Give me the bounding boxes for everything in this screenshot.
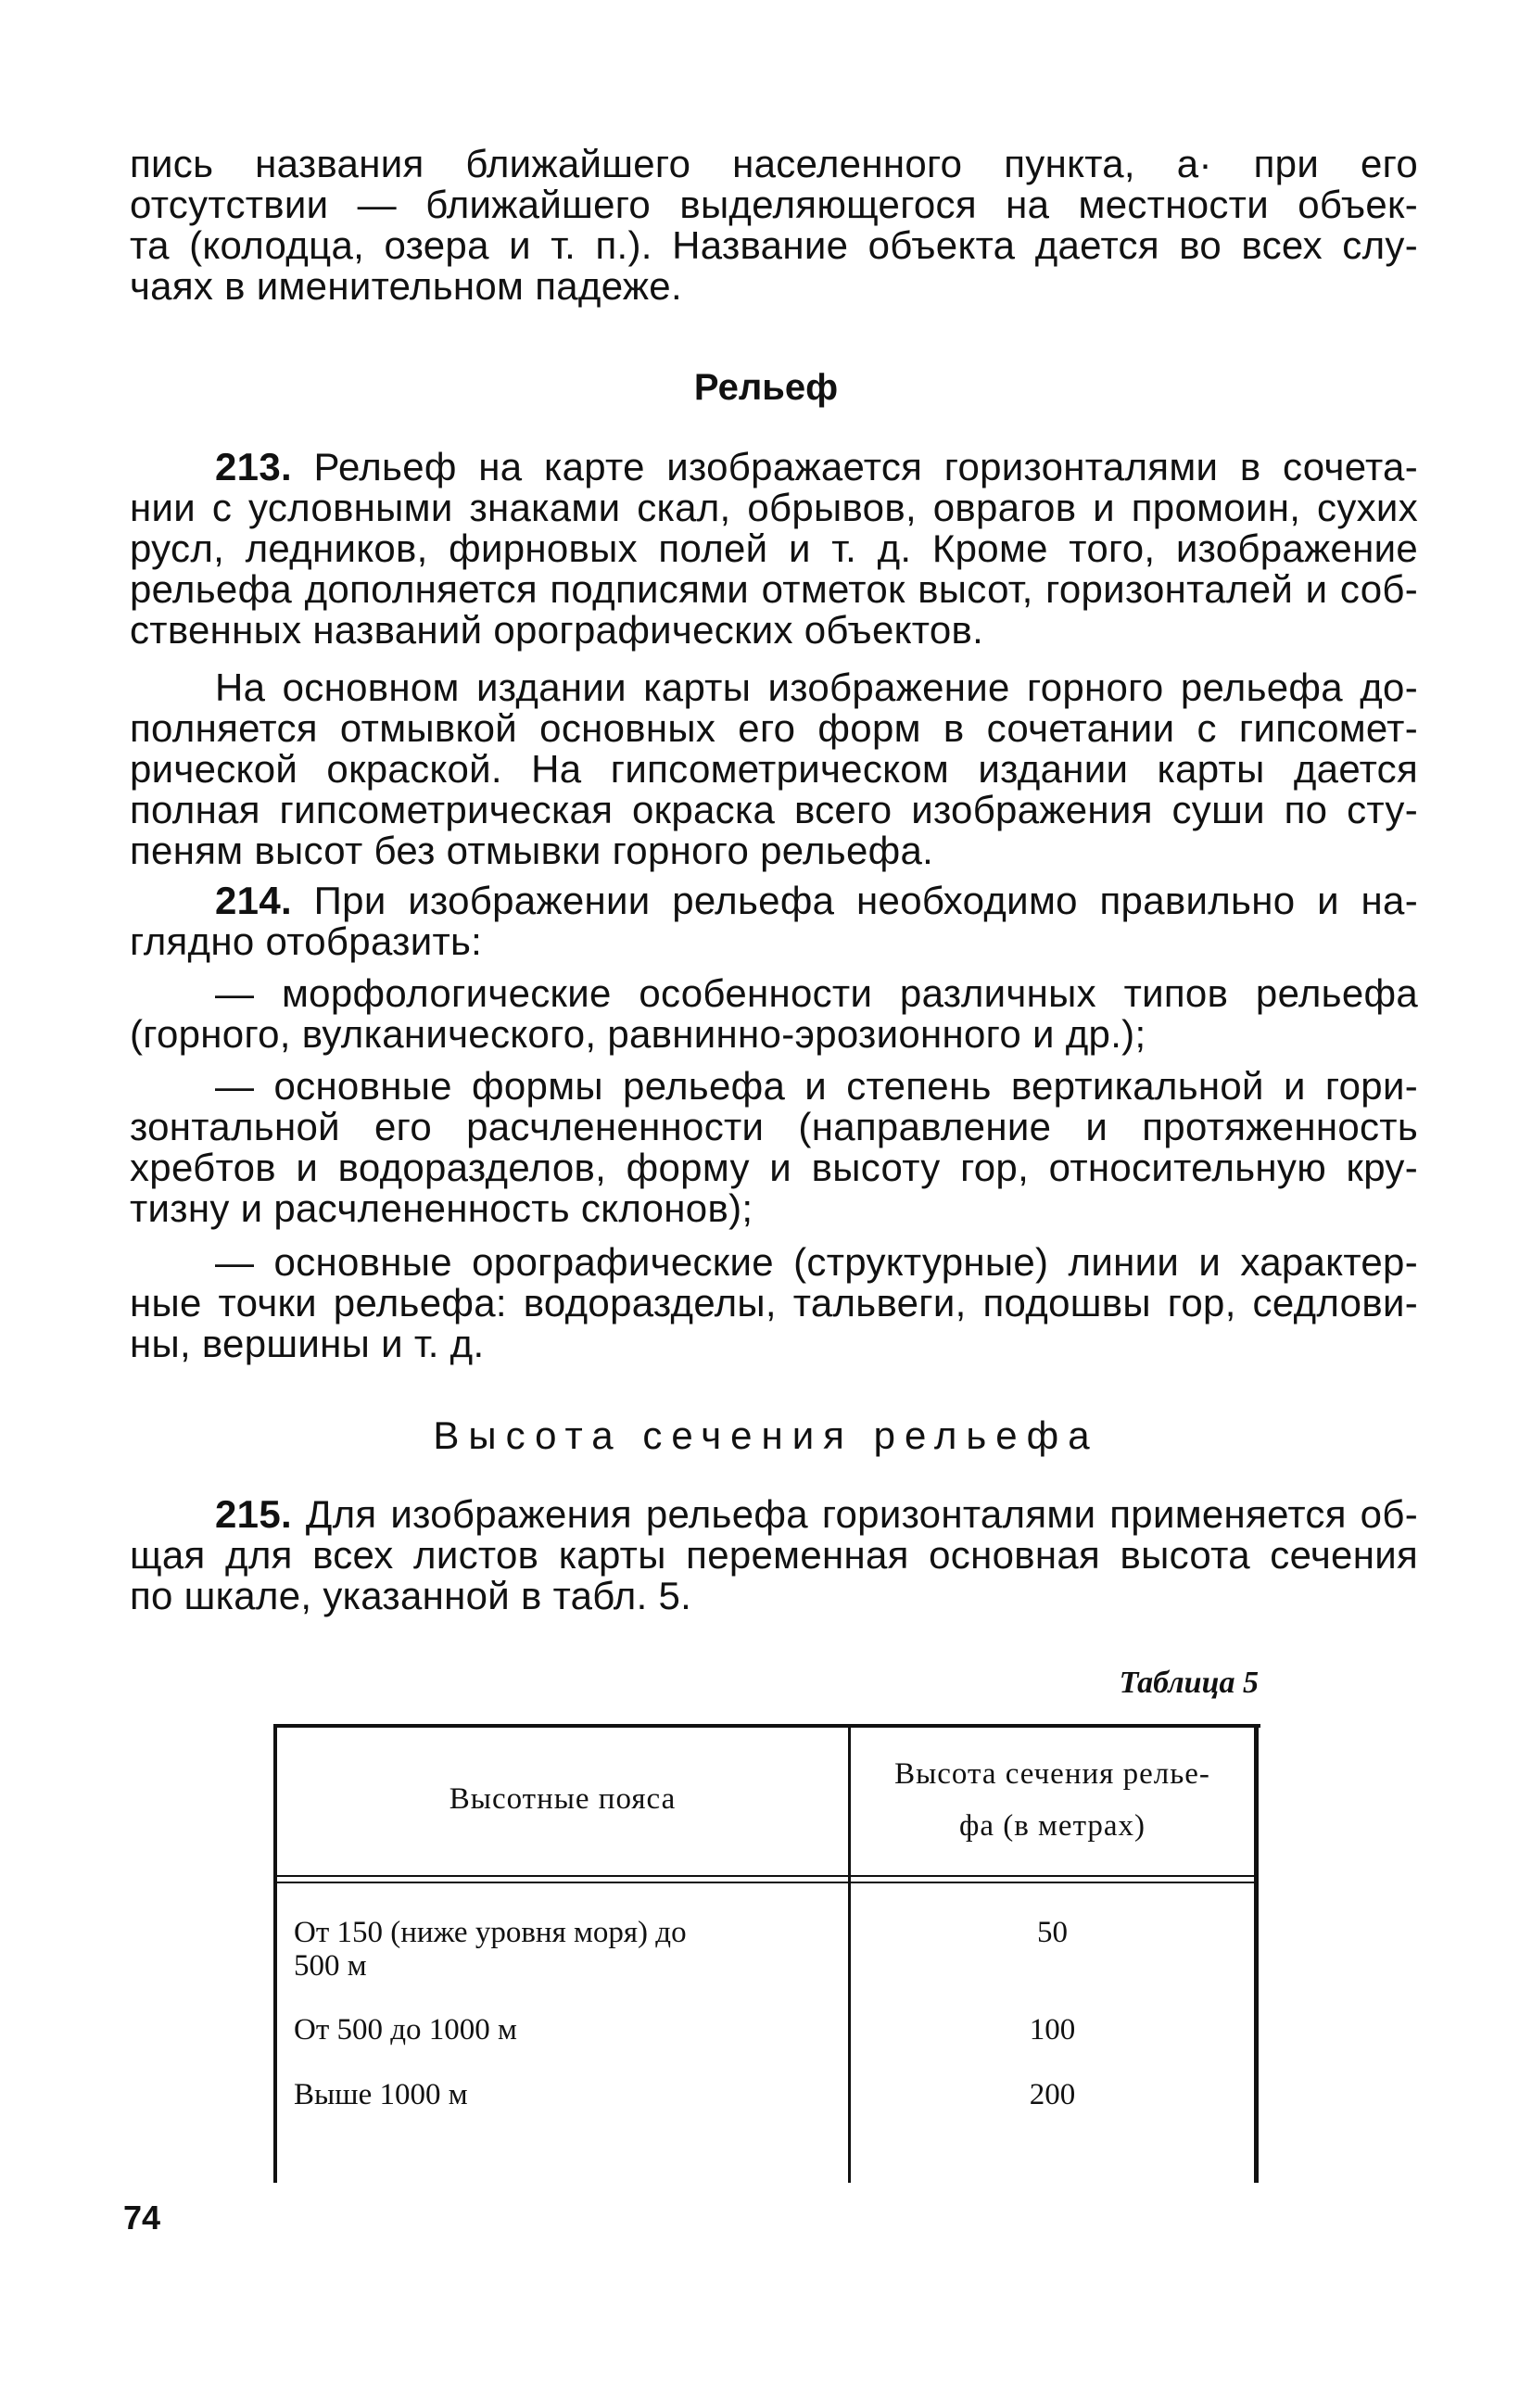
table-border-right <box>1254 1724 1259 2183</box>
list-item-orographic-lines <box>130 1242 1418 1364</box>
text-line: ственных названий орографических объектов. <box>130 608 984 652</box>
table-cell-interval: 100 <box>1029 2013 1076 2047</box>
text-line: — основные формы рельефа и степень вертикальной и гори- <box>215 1064 1418 1108</box>
table-cell-zone <box>294 1916 836 1983</box>
text-line: На основном издании карты изображение горного рельефа до- <box>215 665 1418 709</box>
text-line: зонтальной его расчлененности (направление и протяженность <box>130 1105 1418 1148</box>
header-line: Высота сечения релье- <box>894 1756 1210 1791</box>
table-header-altitude-zones: Высотные пояса <box>449 1782 677 1816</box>
text-line: глядно отобразить: <box>130 919 483 963</box>
text-line: ные точки рельефа: водоразделы, тальвеги, подошвы гор, седлови- <box>130 1281 1418 1324</box>
table-cell-interval: 200 <box>1029 2078 1076 2111</box>
table-cell-interval: 50 <box>1037 1916 1068 1949</box>
header-line: фа (в метрах) <box>958 1808 1146 1843</box>
text-line: русл, ледников, фирновых полей и т. д. Кроме того, изображение <box>130 526 1418 570</box>
section-heading-relief: Рельеф <box>693 367 839 408</box>
text-line: (горного, вулканического, равнинно-эрозионного и др.); <box>130 1012 1146 1056</box>
text-line: полная гипсометрическая окраска всего изображения суши по сту- <box>130 788 1418 831</box>
paragraph-215 <box>130 1494 1418 1616</box>
paragraph-number: 214. <box>215 879 292 922</box>
text-line: — основные орографические (структурные) линии и характер- <box>215 1240 1418 1284</box>
text-line: чаях в именительном падеже. <box>130 264 682 308</box>
paragraph-213-continued <box>130 667 1418 871</box>
page-number: 74 <box>123 2199 161 2237</box>
table-header-contour-interval <box>851 1724 1254 1875</box>
text-fragment: Для изображения рельефа горизонталями применяется об- <box>305 1492 1418 1536</box>
text-line: щая для всех листов карты переменная основная высота сечения <box>130 1533 1418 1577</box>
text-line <box>130 1494 1418 1535</box>
text-line: рической окраской. На гипсометрическом издании карты дается <box>130 747 1418 791</box>
text-line <box>130 881 1418 921</box>
text-line: нии с условными знаками скал, обрывов, оврагов и промоин, сухих <box>130 486 1418 529</box>
paragraph-214 <box>130 881 1418 962</box>
text-line: рельефа дополняется подписями отметок высот, горизонталей и соб- <box>130 567 1418 611</box>
table-rule-header <box>273 1875 1256 1877</box>
paragraph-intro <box>130 144 1418 307</box>
text-line: пеням высот без отмывки горного рельефа. <box>130 829 934 872</box>
list-item-morphology <box>130 973 1418 1055</box>
cell-line: 500 м <box>294 1949 367 1983</box>
text-line: хребтов и водоразделов, форму и высоту гор, относительную кру- <box>130 1146 1418 1189</box>
text-line: ны, вершины и т. д. <box>130 1322 485 1365</box>
text-fragment: Рельеф на карте изображается горизонталями в сочета- <box>313 445 1418 488</box>
text-line: по шкале, указанной в табл. 5. <box>130 1574 692 1617</box>
table-rule-header-double <box>273 1882 1256 1883</box>
table-caption: Таблица 5 <box>1119 1666 1259 1700</box>
text-line: полняется отмывкой основных его форм в сочетании с гипсомет- <box>130 706 1418 750</box>
text-line: та (колодца, озера и т. п.). Название объекта дается во всех слу- <box>130 223 1418 267</box>
list-item-forms <box>130 1066 1418 1229</box>
paragraph-number: 213. <box>215 445 292 488</box>
table-cell-zone: От 500 до 1000 м <box>294 2013 517 2047</box>
paragraph-213 <box>130 447 1418 651</box>
section-heading-height: Высота сечения рельефа <box>433 1413 1099 1457</box>
cell-line: От 150 (ниже уровня моря) до <box>294 1916 687 1949</box>
text-line: пись названия ближайшего населенного пункта, а· при его <box>130 142 1418 185</box>
table-cell-zone: Выше 1000 м <box>294 2078 468 2111</box>
text-fragment: При изображении рельефа необходимо правильно и на- <box>313 879 1418 922</box>
text-line: — морфологические особенности различных типов рельефа <box>215 971 1418 1015</box>
text-line: отсутствии — ближайшего выделяющегося на местности объек- <box>130 183 1418 226</box>
table-5 <box>273 1724 1260 2183</box>
text-line <box>130 447 1418 488</box>
paragraph-number: 215. <box>215 1492 292 1536</box>
text-line: тизну и расчлененность склонов); <box>130 1186 753 1230</box>
